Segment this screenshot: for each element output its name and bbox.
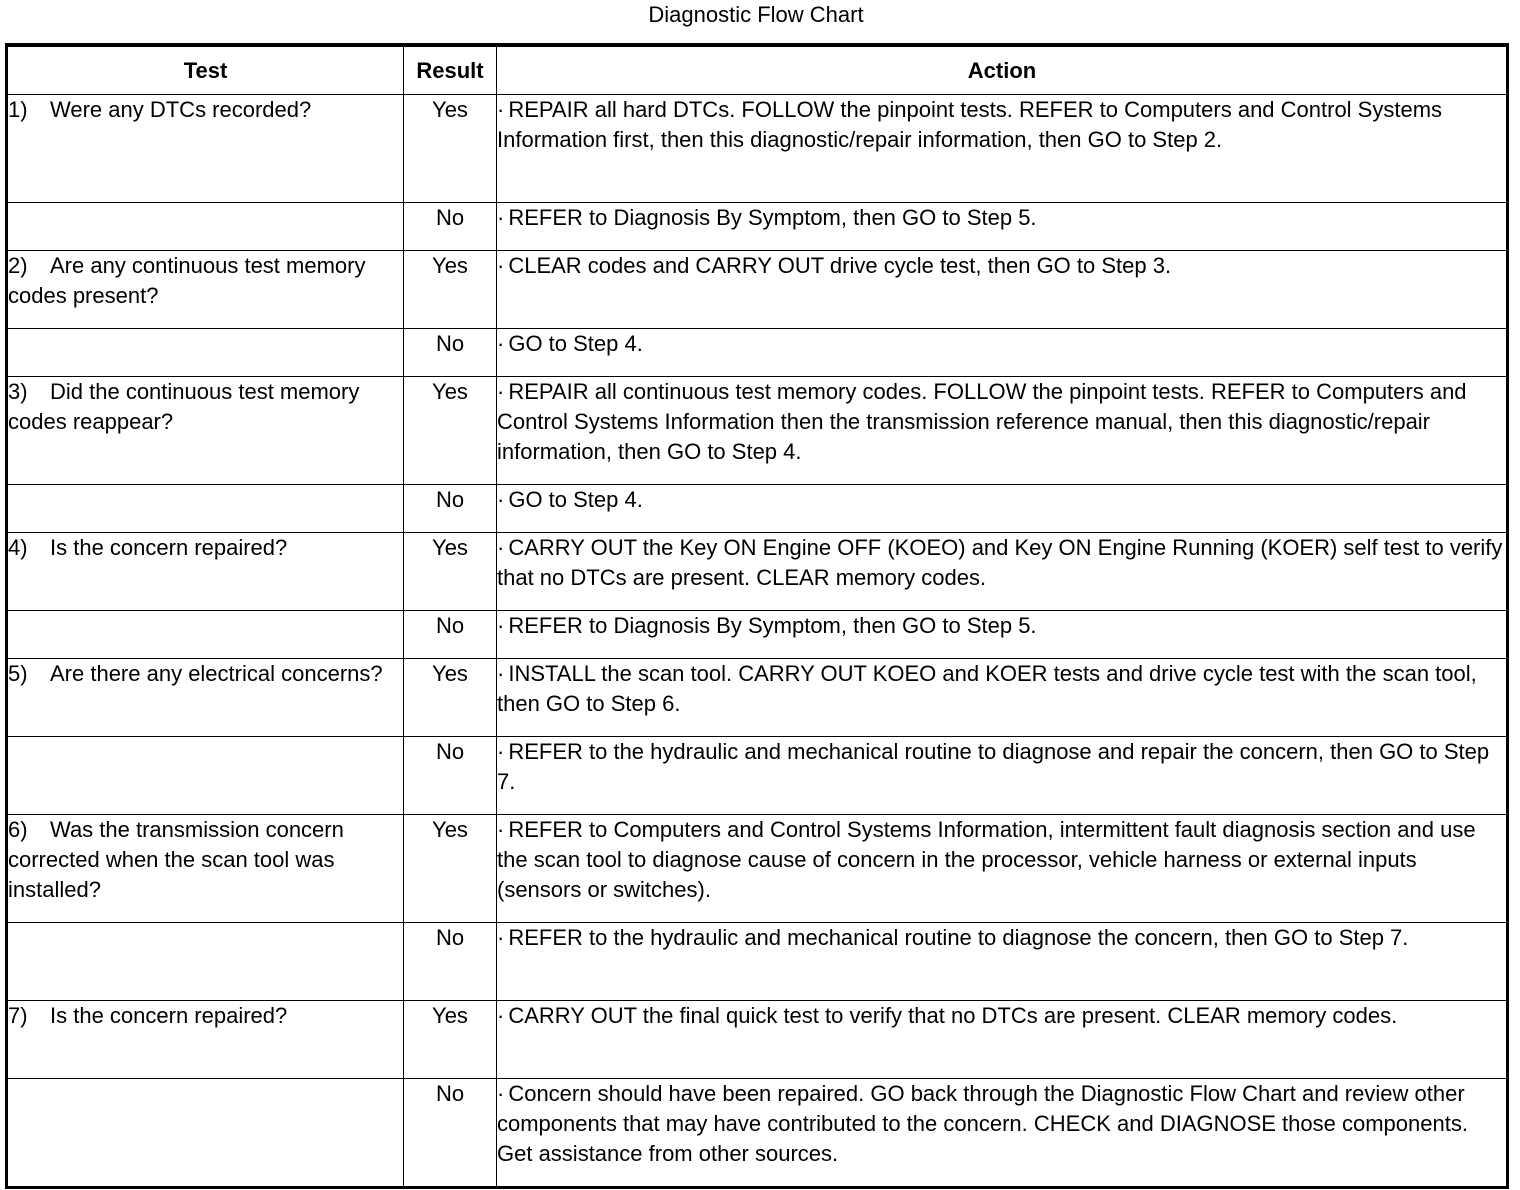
test-question: Is the concern repaired? [50,1003,288,1028]
test-question: Were any DTCs recorded? [50,97,312,122]
bullet-icon: · [497,331,505,356]
action-cell [497,203,1508,251]
action-text: REFER to the hydraulic and mechanical routine to diagnose and repair the concern, then GO to Step 7. [497,739,1490,794]
bullet-icon: · [497,535,505,560]
header-test: Test [8,47,404,95]
bullet-icon: · [497,925,505,950]
test-cell [8,533,404,611]
action-text: CLEAR codes and CARRY OUT drive cycle test, then GO to Step 3. [508,253,1172,278]
test-cell [8,329,404,377]
action-cell [497,95,1508,203]
result-cell: No [404,1079,497,1187]
table-row [8,533,1508,611]
result-cell: No [404,485,497,533]
action-cell [497,1079,1508,1187]
result-cell: No [404,737,497,815]
action-cell [497,737,1508,815]
action-cell [497,611,1508,659]
action-text: REFER to Diagnosis By Symptom, then GO to Step 5. [508,205,1037,230]
header-result: Result [404,47,497,95]
bullet-icon: · [497,205,505,230]
action-text: CARRY OUT the Key ON Engine OFF (KOEO) and Key ON Engine Running (KOER) self test to verify that no DTCs are present. CLEAR memory codes. [497,535,1503,590]
result-cell: Yes [404,1001,497,1079]
test-cell [8,737,404,815]
table-row [8,659,1508,737]
bullet-icon: · [497,1003,505,1028]
action-text: REFER to Diagnosis By Symptom, then GO to Step 5. [508,613,1037,638]
step-number: 5) [8,661,28,686]
action-text: REFER to the hydraulic and mechanical routine to diagnose the concern, then GO to Step 7. [508,925,1409,950]
test-question: Are there any electrical concerns? [50,661,383,686]
test-question: Was the transmission concern corrected when the scan tool was installed? [8,817,344,902]
table-body [8,95,1508,1187]
step-number: 6) [8,817,28,842]
result-cell: Yes [404,815,497,923]
action-cell [497,659,1508,737]
result-cell: Yes [404,659,497,737]
test-question: Is the concern repaired? [50,535,288,560]
action-text: REPAIR all hard DTCs. FOLLOW the pinpoint tests. REFER to Computers and Control Systems Information first, then this diagnostic/repair information, then GO to Step 2. [497,97,1443,152]
step-number: 1) [8,97,28,122]
test-cell [8,485,404,533]
step-number: 7) [8,1003,28,1028]
page-title: Diagnostic Flow Chart [648,2,864,27]
table-row [8,815,1508,923]
test-cell [8,95,404,203]
bullet-icon: · [497,739,505,764]
result-cell: Yes [404,251,497,329]
step-number: 3) [8,379,28,404]
test-question: Are any continuous test memory codes present? [8,253,366,308]
action-cell [497,329,1508,377]
result-cell: No [404,923,497,1001]
step-number: 4) [8,535,28,560]
test-cell [8,923,404,1001]
action-cell [497,1001,1508,1079]
action-text: Concern should have been repaired. GO back through the Diagnostic Flow Chart and review other components that may have contributed to the concern. CHECK and DIAGNOSE those components. Get assistance from other sources. [497,1081,1468,1166]
result-cell: Yes [404,377,497,485]
action-text: INSTALL the scan tool. CARRY OUT KOEO and KOER tests and drive cycle test with the scan tool, then GO to Step 6. [497,661,1477,716]
action-cell [497,533,1508,611]
bullet-icon: · [497,253,505,278]
bullet-icon: · [497,613,505,638]
table-row [8,485,1508,533]
bullet-icon: · [497,1081,505,1106]
table-row [8,1079,1508,1187]
step-number: 2) [8,253,28,278]
flow-chart-frame [5,43,1509,1189]
test-cell [8,203,404,251]
test-question: Did the continuous test memory codes reappear? [8,379,360,434]
test-cell [8,251,404,329]
bullet-icon: · [497,97,505,122]
bullet-icon: · [497,817,505,842]
result-cell: No [404,203,497,251]
test-cell [8,611,404,659]
test-cell [8,815,404,923]
table-row [8,1001,1508,1079]
action-text: GO to Step 4. [508,331,643,356]
action-cell [497,377,1508,485]
test-cell [8,1001,404,1079]
table-row [8,377,1508,485]
action-cell [497,923,1508,1001]
table-row [8,203,1508,251]
action-text: REFER to Computers and Control Systems Information, intermittent fault diagnosis section and use the scan tool to diagnose cause of concern in the processor, vehicle harness or external inputs (sensors or switches). [497,817,1476,902]
action-text: REPAIR all continuous test memory codes. FOLLOW the pinpoint tests. REFER to Computers and Control Systems Information then the transmission reference manual, then this diagnostic/repair information, then GO to Step 4. [497,379,1467,464]
action-text: CARRY OUT the final quick test to verify that no DTCs are present. CLEAR memory codes. [508,1003,1398,1028]
bullet-icon: · [497,379,505,404]
bullet-icon: · [497,661,505,686]
table-row [8,251,1508,329]
table-row [8,923,1508,1001]
test-cell [8,659,404,737]
action-cell [497,485,1508,533]
header-row [8,47,1508,95]
action-cell [497,251,1508,329]
bullet-icon: · [497,487,505,512]
table-row [8,95,1508,203]
result-cell: Yes [404,533,497,611]
header-action: Action [497,47,1508,95]
table-row [8,737,1508,815]
table-row [8,329,1508,377]
diagnostic-flow-table [7,46,1508,1187]
table-row [8,611,1508,659]
result-cell: No [404,329,497,377]
test-cell [8,377,404,485]
result-cell: No [404,611,497,659]
result-cell: Yes [404,95,497,203]
action-text: GO to Step 4. [508,487,643,512]
action-cell [497,815,1508,923]
test-cell [8,1079,404,1187]
